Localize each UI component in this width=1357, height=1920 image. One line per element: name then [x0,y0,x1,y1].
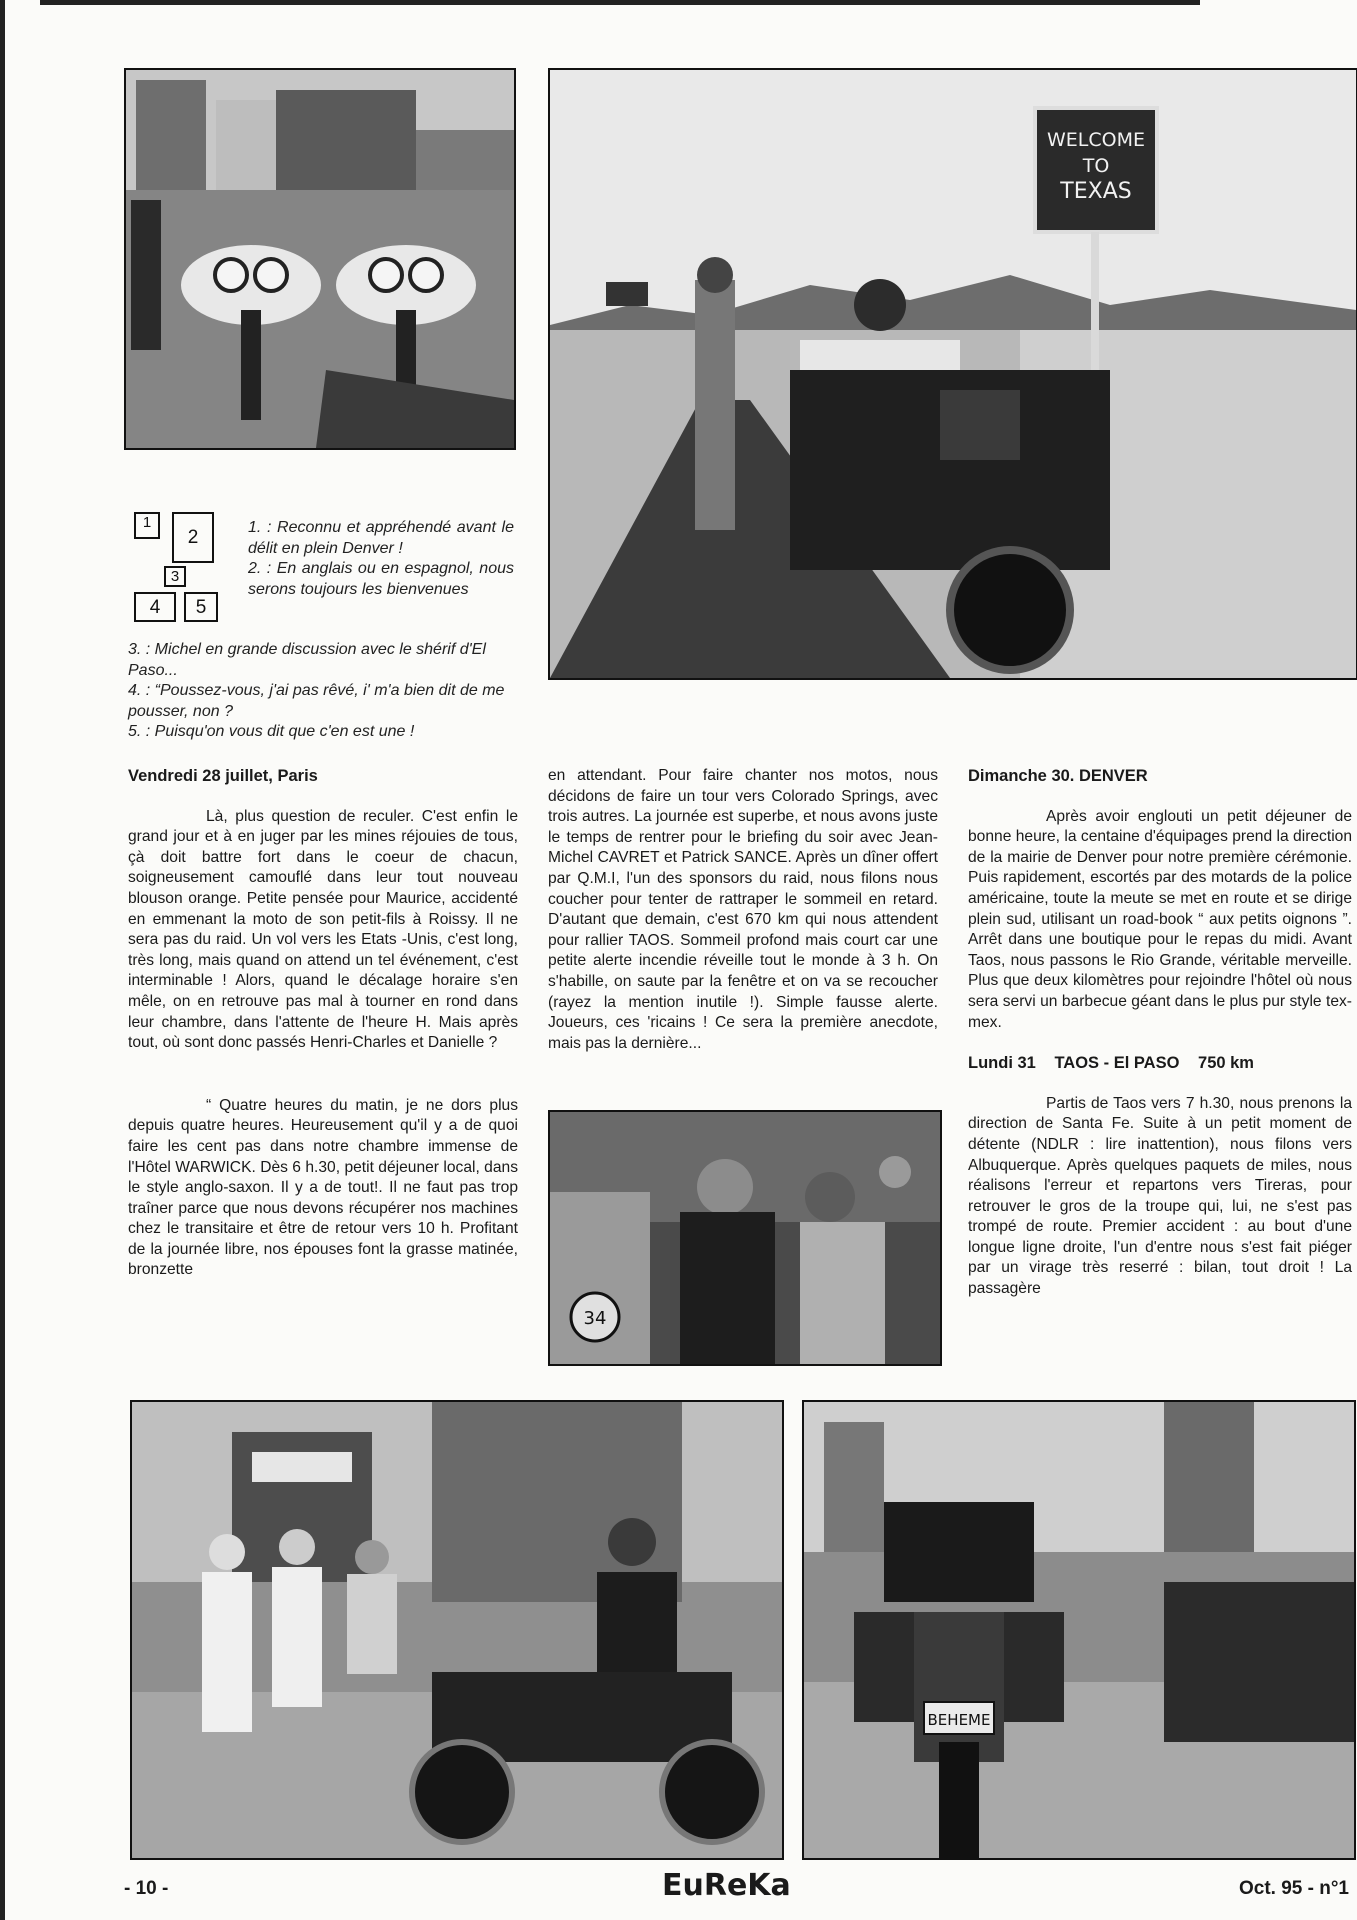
heading-vendredi: Vendredi 28 juillet, Paris [128,767,318,785]
issue-label: Oct. 95 - n°1 [1238,1878,1349,1899]
caption-1-2 [248,518,514,600]
photo-3-image [550,1112,940,1364]
photo-4-image [132,1402,782,1858]
legend-number-3: 3 [170,568,180,585]
photo-2 [548,68,1357,680]
legend-number-2: 2 [187,527,199,548]
heading-lundi-km: 750 km [1198,1054,1254,1073]
magazine-logo: EuReKa [662,1868,791,1903]
caption-2: 2. : En anglais ou en espagnol, nous serons toujours les bienvenues [248,560,514,598]
sign-line-3: TEXAS [1060,179,1132,204]
heading-lundi-route: TAOS - El PASO [1054,1054,1180,1073]
col2-paragraph-1: en attendant. Pour faire chanter nos motos, nous décidons de faire un tour vers Colorado Springs, avec trois autres. La journée est superbe, et nous avons juste le temps de rentrer pour le briefing du soir avec Jean-Michel CAVRET et Patrick SANCE. Après un dîner offert par Q.M.I, l'un des sponsors du raid, nous filons nous coucher pour tenter de rattraper le sommeil en retard. D'autant que demain, c'est 670 km qui nous attendent pour rallier TAOS. Sommeil profond mais court car une petite alerte incendie réveille tout le monde à 3 h. On s'habille, on saute par la fenêtre et on va se recoucher (rayez la mention inutile !). Simple fausse alerte. Joueurs, ces 'ricains ! Ce sera la première anecdote, mais pas la dernière... [548,767,938,1052]
col3-paragraph-2: Partis de Taos vers 7 h.30, nous prenons la direction de Santa Fe. Suite à un petit moment de détente (NDLR : lire inattention), nous filons vers Albuquerque. Après quelques paquets de miles, nous réalisons l'erreur et repartons vers Tireras, pour retrouver le gros de la troupe qui, lui, ne s'est pas trompé de route. Premier accident : au bout d'une longue ligne droite, l'un d'entre nous s'est fait piéger par un virage très reserré : bilan, tout droit ! La passagère [968,1094,1352,1298]
photo-5 [802,1400,1356,1860]
heading-lundi [968,1053,1352,1074]
caption-3-5 [128,640,516,743]
left-rule [0,0,5,1920]
column-3 [968,766,1352,1300]
legend-number-1: 1 [142,514,152,531]
legend-box-1 [134,512,160,539]
legend-number-4: 4 [149,597,161,618]
col3-paragraph-1: Après avoir englouti un petit déjeuner de bonne heure, la centaine d'équipages prend la direction de la mairie de Denver pour notre première cérémonie. Puis rapidement, escortés par des motards de la police américaine, toute la meute se met en route et se dirige plein sud, utilisant un road-book “ aux petits oignons ”. Arrêt dans une boutique pour le repas du midi. Avant Taos, nous passons le Rio Grande, véritable merveille. Plus que deux kilomètres pour rejoindre l'hôtel où nous sera servi un barbecue géant dans le plus pur style tex-mex. [968,807,1352,1031]
license-plate: BEHEME [927,1711,991,1729]
legend-box-5 [184,592,218,622]
column-1 [128,766,518,1281]
legend-box-3 [164,566,186,587]
legend-number-5: 5 [195,597,207,618]
sign-line-1: WELCOME [1047,129,1145,151]
photo-1-image [126,70,514,448]
heading-dimanche: Dimanche 30. DENVER [968,767,1148,785]
legend-box-4 [134,592,176,622]
bike-number: 34 [583,1308,607,1329]
col1-paragraph-1: Là, plus question de reculer. C'est enfin le grand jour et à en juger par les mines réjouies de tous, çà doit battre fort dans le coeur de chacun, soigneusement camouflé dans leur tout nouveau blouson orange. Petite pensée pour Maurice, accidenté en emmenant la moto de son petit-fils à Roissy. Il ne sera pas du raid. Un vol vers les Etats -Unis, c'est long, très long, mais quand on attend un tel événement, c'est interminable ! Alors, quand le décalage horaire s'en mêle, on en retrouve pas mal à tourner en rond dans leur chambre, dans l'attente de l'heure H. Mais après tout, où sont donc passés Henri-Charles et Danielle ? [128,807,518,1052]
column-2 [548,766,938,1054]
sign-line-2: TO [1082,155,1110,177]
photo-5-image [804,1402,1354,1858]
caption-3: 3. : Michel en grande discussion avec le shérif d'El Paso... [128,641,486,679]
photo-1 [124,68,516,450]
caption-4: 4. : “Poussez-vous, j'ai pas rêvé, i' m'a bien dit de me pousser, non ? [128,682,505,720]
caption-1: 1. : Reconnu et appréhendé avant le délit en plein Denver ! [248,519,514,557]
top-rule [40,0,1200,5]
caption-5: 5. : Puisqu'on vous dit que c'en est une ! [128,723,415,740]
page-number: - 10 - [124,1878,169,1899]
photo-2-image [550,70,1356,678]
heading-lundi-day: Lundi 31 [968,1054,1036,1073]
photo-4 [130,1400,784,1860]
col1-paragraph-2: “ Quatre heures du matin, je ne dors plus depuis quatre heures. Heureusement qu'il y a de quoi faire les cent pas dans notre chambre immense de l'Hôtel WARWICK. Dès 6 h.30, petit déjeuner local, dans le style anglo-saxon. Il y a de tout!. Il ne faut pas trop traîner parce que nous devons récupérer nos machines chez le transitaire et être de retour vers 10 h. Profitant de la journée libre, nos épouses font la grasse matinée, bronzette [128,1096,518,1279]
legend-box-2 [172,512,214,563]
photo-3 [548,1110,942,1366]
